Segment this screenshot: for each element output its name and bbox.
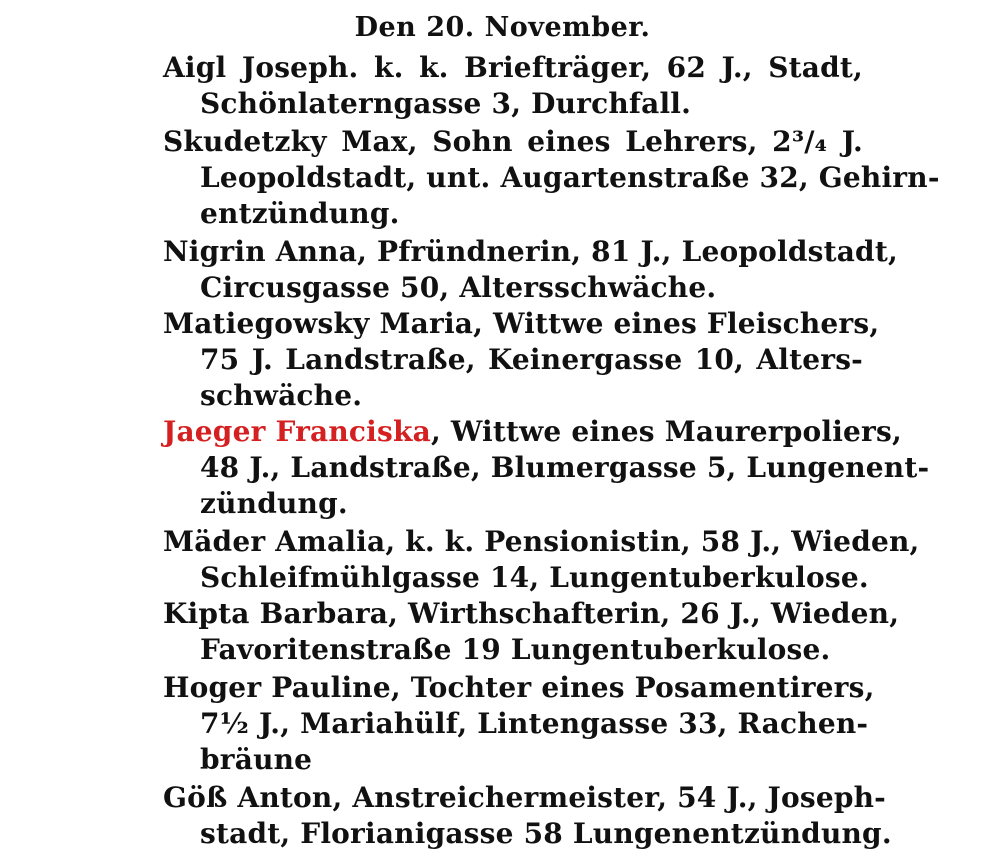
- entry-line: zündung.: [200, 487, 348, 520]
- highlighted-name: Jaeger Franciska: [163, 415, 431, 448]
- entry-line: Göß Anton, Anstreichermeister, 54 J., Joseph-: [163, 781, 886, 814]
- date-heading: Den 20. November.: [354, 12, 651, 43]
- entry-line: Hoger Pauline, Tochter eines Posamentirers,: [163, 671, 875, 704]
- entry-line: schwäche.: [200, 379, 363, 412]
- entry-line: 48 J., Landstraße, Blumergasse 5, Lungenent-: [200, 451, 930, 484]
- entry-line: Nigrin Anna, Pfründnerin, 81 J., Leopoldstadt,: [163, 235, 898, 268]
- entry-line: 75 J. Landstraße, Keinergasse 10, Alters-: [200, 343, 863, 376]
- entry-line: 7½ J., Mariahülf, Lintengasse 33, Rachen-: [200, 707, 869, 740]
- entry-line: entzündung.: [200, 197, 400, 230]
- entry-line-rest: , Wittwe eines Maurerpoliers,: [430, 415, 902, 448]
- entry-line: Favoritenstraße 19 Lungentuberkulose.: [200, 633, 831, 666]
- entry-line: Circusgasse 50, Altersschwäche.: [200, 271, 717, 304]
- entry-line: Schönlaterngasse 3, Durchfall.: [200, 87, 692, 120]
- entry-line: Kipta Barbara, Wirthschafterin, 26 J., Wieden,: [163, 597, 900, 630]
- entry-line: stadt, Florianigasse 58 Lungenentzündung.: [200, 817, 892, 850]
- entry-line: Aigl Joseph. k. k. Briefträger, 62 J., Stadt,: [163, 51, 863, 84]
- entry-line: Mäder Amalia, k. k. Pensionistin, 58 J., Wieden,: [163, 525, 920, 558]
- entry-line: bräune: [200, 743, 313, 776]
- entry-line-highlighted: [163, 414, 902, 450]
- entry-line: Skudetzky Max, Sohn eines Lehrers, 2³/₄ J.: [163, 125, 863, 158]
- entry-line: Matiegowsky Maria, Wittwe eines Fleischers,: [163, 307, 880, 340]
- entry-line: Schleifmühlgasse 14, Lungentuberkulose.: [200, 561, 869, 594]
- entry-line: Leopoldstadt, unt. Augartenstraße 32, Gehirn-: [200, 161, 940, 194]
